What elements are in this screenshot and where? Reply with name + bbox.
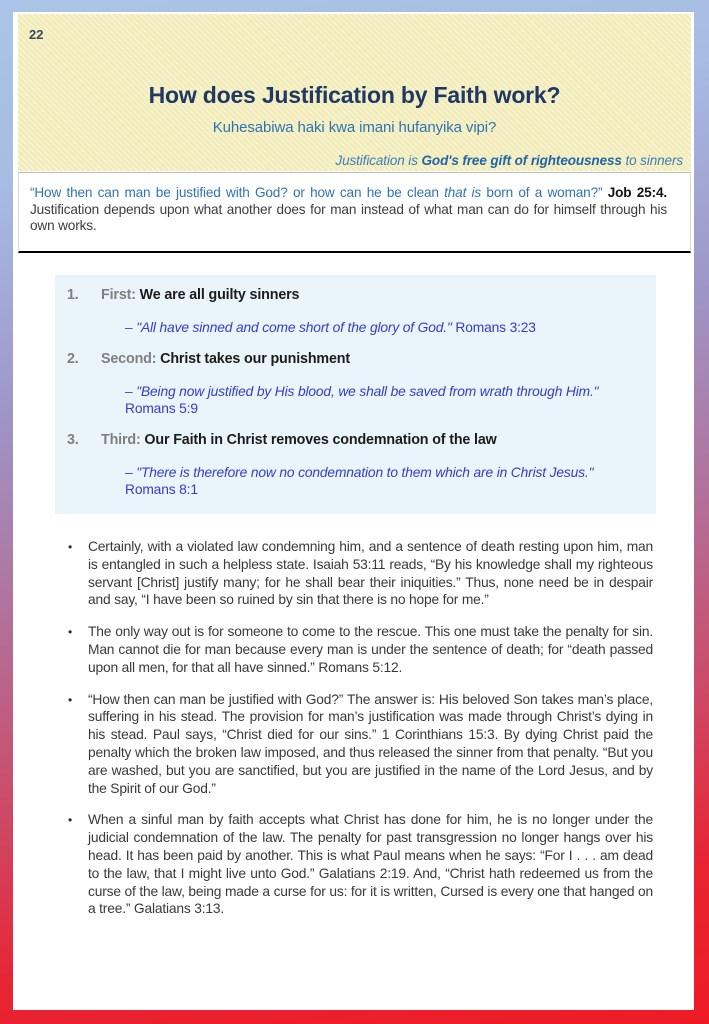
step-1-reference: Romans 3:23 [455, 320, 536, 335]
step-2-bold: Christ takes our punishment [160, 351, 350, 367]
bullet-1-text: Certainly, with a violated law condemning him, and a sentence of death resting upon him, man is entangled in such a helpless state. Isaiah 53:11 reads, “By his knowledge shall my righteous servant [Christ] justify many; for he shall bear their iniquities.” Thus, none need be in despair and say, “I have been so ruined by sin that there is no hope for me.” [88, 539, 653, 608]
bullet-icon: • [68, 813, 73, 828]
page-number: 22 [29, 27, 44, 42]
tagline-pre: Justification is [335, 153, 422, 168]
step-1-number: 1. [67, 287, 79, 303]
intro-quote-box [18, 172, 691, 253]
header [18, 14, 691, 171]
step-1-label: First: [101, 287, 140, 303]
step-2-heading [65, 351, 656, 367]
step-1-quote-text: – "All have sinned and come short of the glory of God." [125, 320, 456, 335]
step-1-quote [125, 319, 638, 336]
list-item [68, 538, 653, 609]
intro-quote-close: born of a woman?” [481, 185, 608, 200]
steps-box [55, 275, 656, 514]
bullet-icon: • [68, 625, 73, 640]
intro-quote-text [30, 185, 667, 235]
step-2-quote-text: – "Being now justified by His blood, we shall be saved from wrath through Him." [125, 384, 599, 399]
step-1-bold: We are all guilty sinners [139, 287, 300, 303]
tagline-post: to sinners [621, 153, 683, 168]
bullet-4-text: When a sinful man by faith accepts what Christ has done for him, he is no longer under the judicial condemnation of the law. The penalty for past transgression no longer hangs over his head. It has been paid by another. This is what Paul means when he says: “For I . . . am dead to the law, that I might live unto God.” Galatians 2:19. And, “Christ hath redeemed us from the curse of the law, being made a curse for us: for it is written, Cursed is every one that hanged on a tree.” Galatians 3:13. [88, 812, 653, 917]
step-3-heading [65, 432, 656, 448]
page-inner [13, 12, 694, 1010]
list-item [68, 691, 653, 798]
step-3-reference: Romans 8:1 [125, 482, 198, 497]
step-2-reference: Romans 5:9 [125, 401, 198, 416]
step-3-quote [125, 464, 638, 498]
intro-quote-open: “How then can man be justified with God? or how can he be clean [30, 185, 445, 200]
intro-quote-body: Justification depends upon what another does for man instead of what man can do for himself through his own works. [30, 201, 667, 234]
bullet-icon: • [68, 540, 73, 554]
step-3-quote-text: – "There is therefore now no condemnation to them which are in Christ Jesus." [125, 465, 594, 480]
intro-quote-italic: that is [444, 185, 482, 200]
bullet-2-text: The only way out is for someone to come to the rescue. This one must take the penalty for sin. Man cannot die for man because every man is under the sentence of death; for “death passed upon all men, for that all have sinned.” Romans 5:12. [88, 624, 653, 675]
page-subtitle: Kuhesabiwa haki kwa imani hufanyika vipi? [212, 119, 497, 136]
intro-quote-reference: Job 25:4. [607, 185, 667, 200]
bullet-icon: • [68, 692, 73, 707]
step-2-number: 2. [67, 351, 79, 367]
step-1-heading [65, 287, 656, 303]
step-2-quote [125, 383, 638, 417]
page-title: How does Justification by Faith work? [148, 82, 561, 108]
step-3-label: Third: [101, 432, 145, 448]
bullet-list [68, 538, 653, 932]
step-2-text [101, 351, 350, 367]
step-3-text [101, 432, 497, 448]
step-2-label: Second: [101, 351, 161, 367]
bullet-3-text: “How then can man be justified with God?” The answer is: His beloved Son takes man’s place, suffering in his stead. The provision for man’s justification was made through Christ’s dying in his stead. Paul says, “Christ died for our sins.” 1 Corinthians 15:3. By dying Christ paid the penalty which the broken law imposed, and thus released the sinner from that penalty. “But you are washed, but you are sanctified, but you are justified in the name of the Lord Jesus, and by the Spirit of our God.” [88, 691, 653, 796]
list-item [68, 811, 653, 918]
list-item [68, 623, 653, 676]
tagline [335, 153, 683, 168]
step-3-number: 3. [67, 432, 79, 448]
step-3-bold: Our Faith in Christ removes condemnation of the law [144, 432, 497, 448]
step-1-text [101, 287, 299, 303]
tagline-bold: God's free gift of righteousness [421, 153, 622, 168]
